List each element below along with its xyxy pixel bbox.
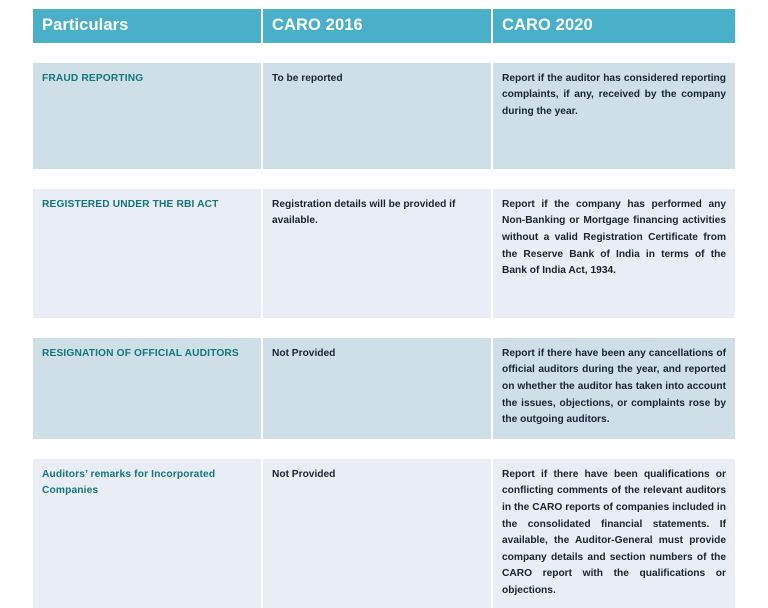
row-gap	[33, 318, 735, 338]
gap-cell	[492, 169, 735, 189]
cell-caro-2016: Not Provided	[262, 459, 492, 608]
gap-cell	[262, 318, 492, 338]
table-body	[33, 43, 735, 608]
gap-cell	[262, 169, 492, 189]
cell-particulars: REGISTERED UNDER THE RBI ACT	[33, 189, 262, 318]
cell-caro-2020: Report if there have been any cancellations of official auditors during the year, and reported on whether the auditor has taken into account the issues, objections, or complaints rose by the outgoing auditors.	[492, 338, 735, 439]
table-row	[33, 459, 735, 608]
cell-particulars: FRAUD REPORTING	[33, 63, 262, 169]
row-gap	[33, 169, 735, 189]
caro-comparison-table	[33, 9, 735, 608]
row-gap	[33, 439, 735, 459]
gap-cell	[262, 439, 492, 459]
cell-caro-2020: Report if there have been qualifications or conflicting comments of the relevant auditors in the CARO reports of companies included in the consolidated financial statements. If available, the Auditor-General must provide company details and section numbers of the CARO report with the qualifications or objections.	[492, 459, 735, 608]
cell-caro-2016: Not Provided	[262, 338, 492, 439]
table-row	[33, 189, 735, 318]
cell-caro-2020: Report if the auditor has considered reporting complaints, if any, received by the company during the year.	[492, 63, 735, 169]
column-header-caro-2016: CARO 2016	[262, 9, 492, 43]
cell-particulars: RESIGNATION OF OFFICIAL AUDITORS	[33, 338, 262, 439]
gap-cell	[262, 43, 492, 63]
header-body-gap	[33, 43, 735, 63]
gap-cell	[33, 169, 262, 189]
table-header	[33, 9, 735, 43]
table-header-row	[33, 9, 735, 43]
gap-cell	[492, 318, 735, 338]
column-header-particulars: Particulars	[33, 9, 262, 43]
cell-caro-2016: Registration details will be provided if available.	[262, 189, 492, 318]
gap-cell	[33, 318, 262, 338]
column-header-caro-2020: CARO 2020	[492, 9, 735, 43]
cell-particulars: Auditors’ remarks for Incorporated Companies	[33, 459, 262, 608]
gap-cell	[492, 439, 735, 459]
table-row	[33, 338, 735, 439]
gap-cell	[33, 43, 262, 63]
gap-cell	[492, 43, 735, 63]
cell-caro-2016: To be reported	[262, 63, 492, 169]
table-row	[33, 63, 735, 169]
cell-caro-2020: Report if the company has performed any Non-Banking or Mortgage financing activities without a valid Registration Certificate from the Reserve Bank of India in terms of the Bank of India Act, 1934.	[492, 189, 735, 318]
gap-cell	[33, 439, 262, 459]
